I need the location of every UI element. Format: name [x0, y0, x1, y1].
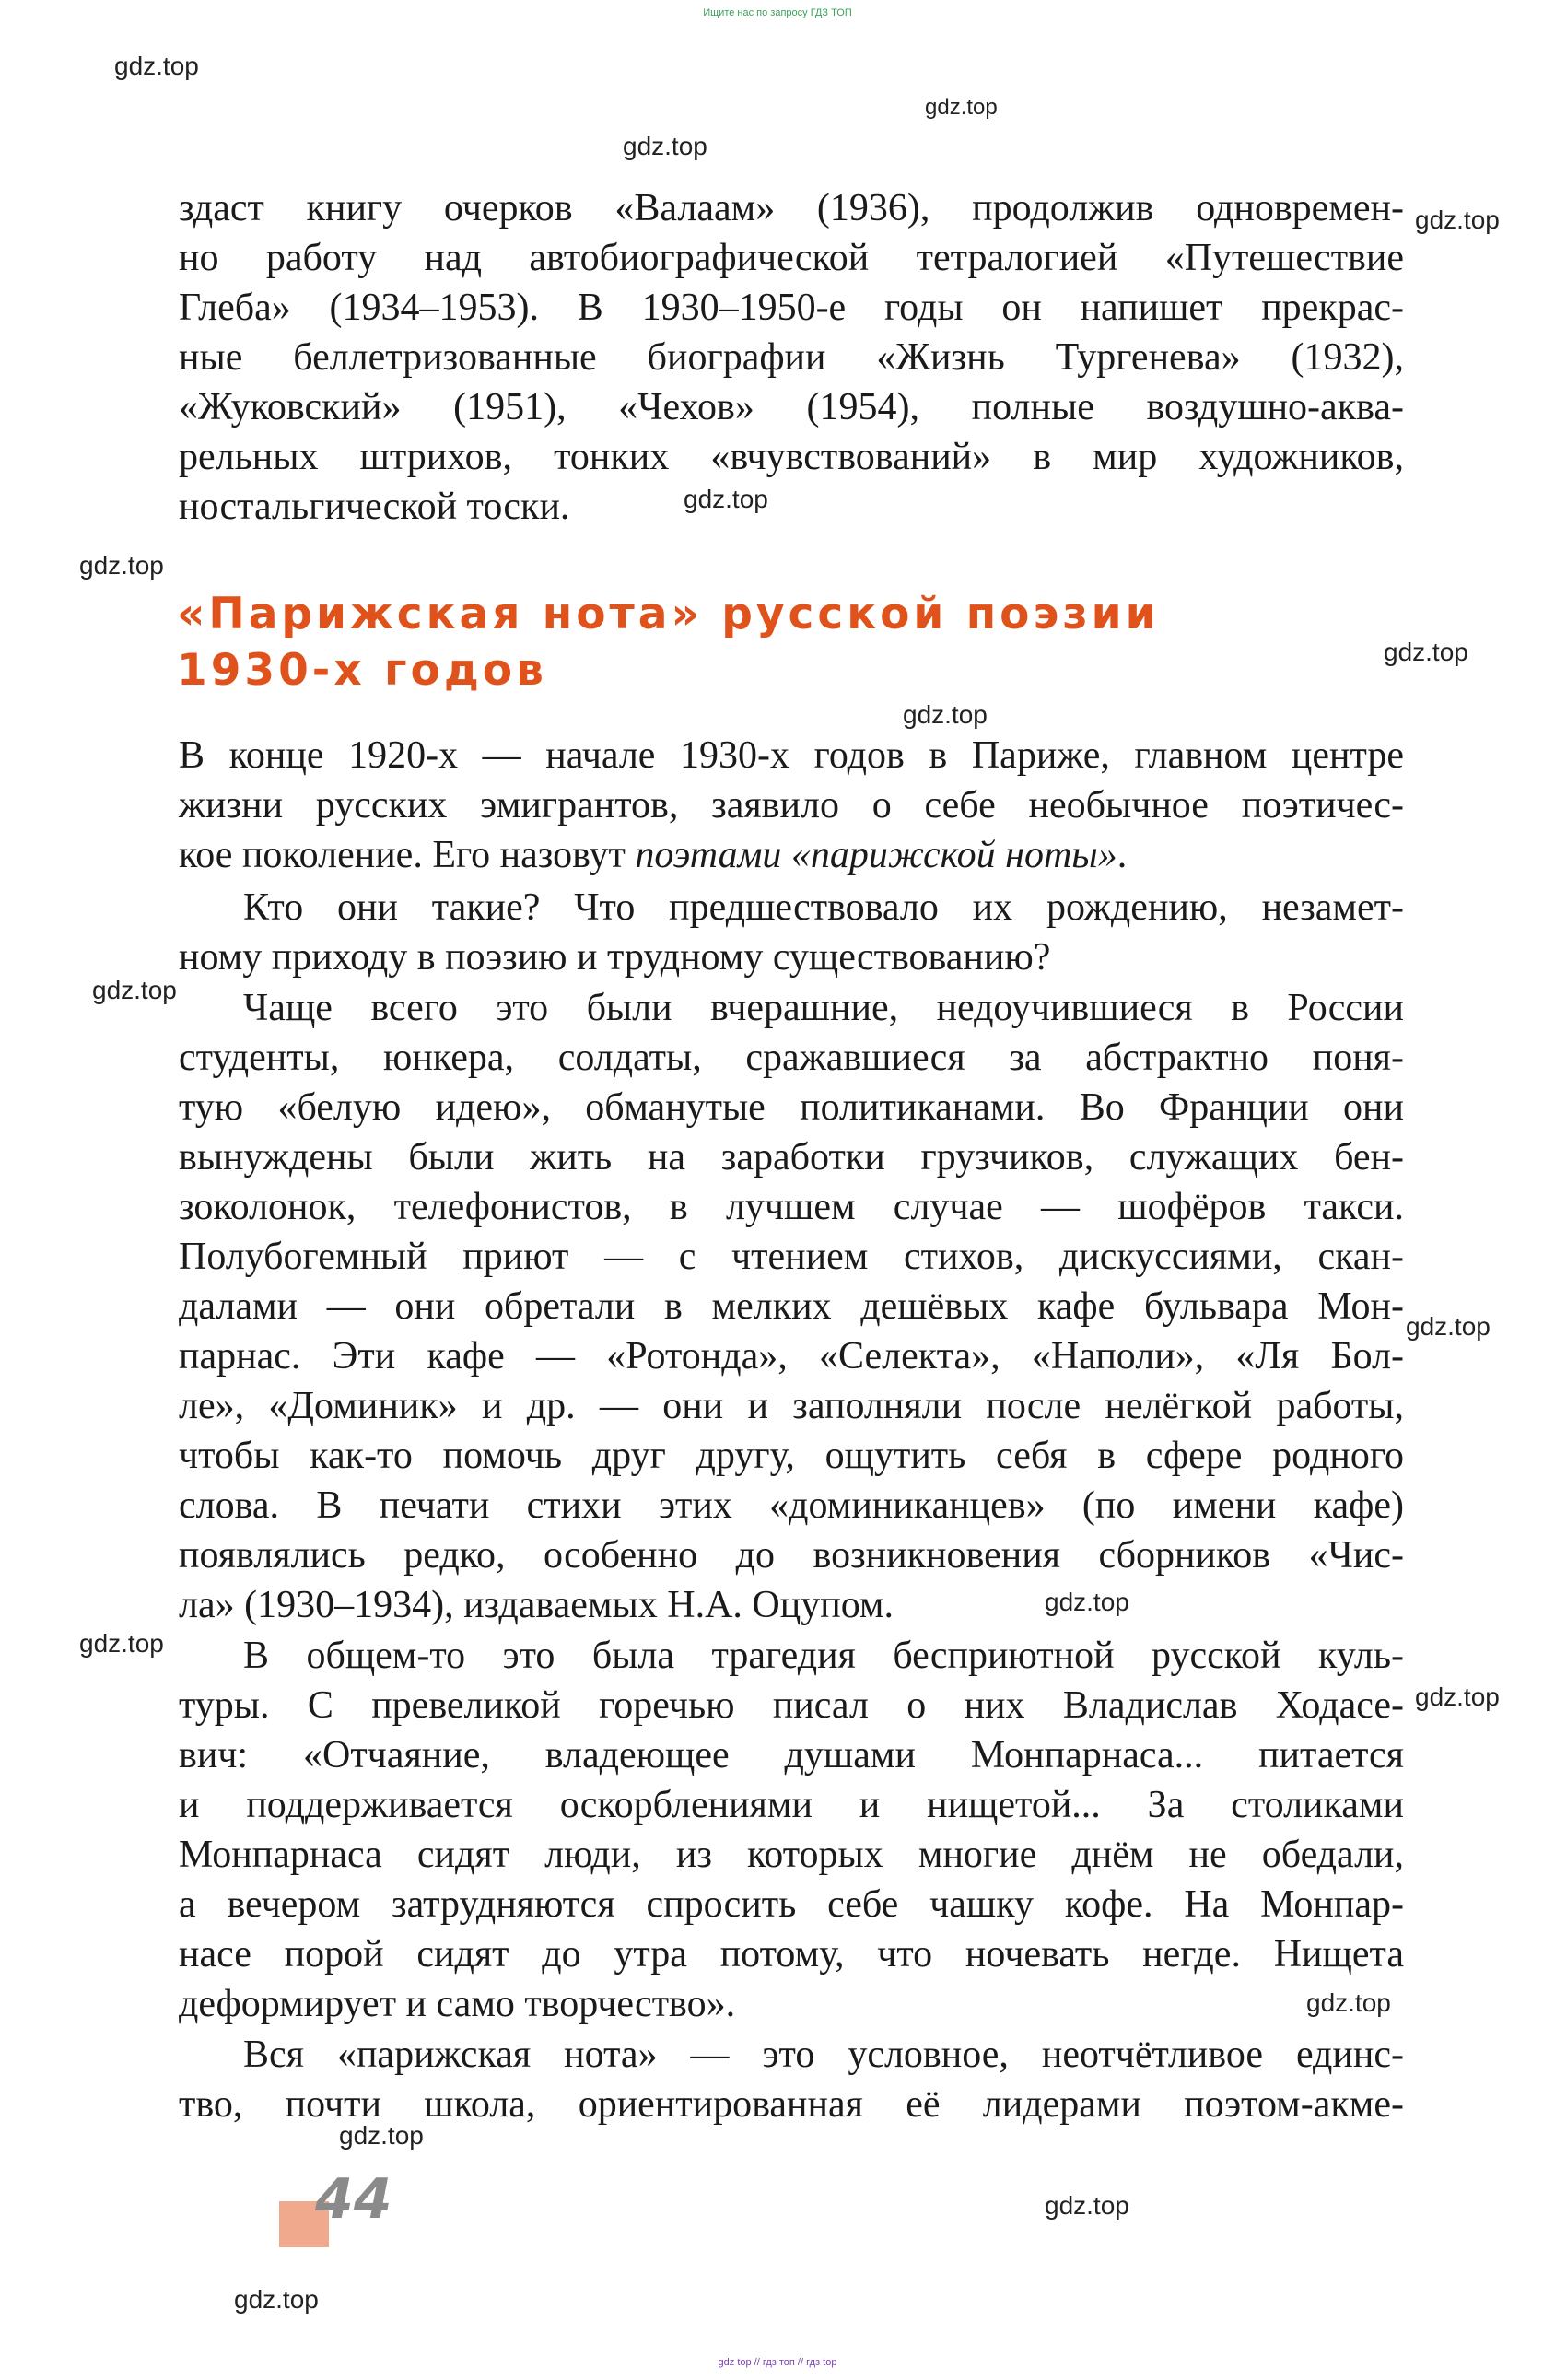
text-line: появлялись редко, особенно до возникновения сборников «Чис- [179, 1534, 1404, 1577]
text-line: В конце 1920-х — начале 1930-х годов в Париже, главном центре [179, 734, 1404, 777]
watermark: gdz.top [1415, 205, 1500, 234]
watermark: gdz.top [92, 976, 177, 1004]
text-line: чтобы как-то помочь друг другу, ощутить себя в сфере родного [179, 1435, 1404, 1477]
text-line: «Жуковский» (1951), «Чехов» (1954), полные воздушно-аква- [179, 386, 1404, 428]
text-line: деформирует и само творчество». [179, 1983, 736, 2025]
footer-note: gdz top // гдз топ // гдз top [718, 2357, 837, 2368]
watermark: gdz.top [1384, 638, 1468, 666]
text-line: Кто они такие? Что предшествовало их рождению, незамет- [243, 886, 1404, 929]
text-line: ле», «Доминик» и др. — они и заполняли после нелёгкой работы, [179, 1385, 1404, 1427]
watermark: gdz.top [1045, 1588, 1129, 1616]
text-line: вынуждены были жить на заработки грузчиков, служащих бен- [179, 1136, 1404, 1178]
text-line: и поддерживается оскорблениями и нищетой... За столиками [179, 1784, 1404, 1826]
text-line: ла» (1930–1934), издаваемых Н.А. Оцупом. [179, 1584, 894, 1626]
watermark: gdz.top [114, 52, 199, 80]
text-line: далами — они обретали в мелких дешёвых кафе бульвара Мон- [179, 1285, 1404, 1328]
text-line: ностальгической тоски. [179, 486, 570, 528]
text-line: а вечером затрудняются спросить себе чашку кофе. На Монпар- [179, 1883, 1404, 1926]
watermark: gdz.top [684, 485, 768, 513]
text-span: кое поколение. Его назовут [179, 834, 636, 876]
text-line: Глеба» (1934–1953). В 1930–1950-е годы он напишет прекрас- [179, 287, 1404, 329]
text-line: жизни русских эмигрантов, заявило о себе необычное поэтичес- [179, 784, 1404, 827]
watermark: gdz.top [79, 551, 164, 580]
text-line: туры. С превеликой горечью писал о них Владислав Ходасе- [179, 1684, 1404, 1727]
watermark: gdz.top [79, 1629, 164, 1658]
text-line: слова. В печати стихи этих «доминиканцев» (по имени кафе) [179, 1484, 1404, 1527]
watermark: gdz.top [339, 2121, 424, 2150]
section-heading: «Парижская нота» русской поэзии [177, 589, 1160, 639]
text-line: вич: «Отчаяние, владеющее душами Монпарнаса... питается [179, 1734, 1404, 1776]
text-span: . [1117, 834, 1128, 876]
text-line: Полубогемный приют — с чтением стихов, дискуссиями, скан- [179, 1236, 1404, 1278]
text-line: студенты, юнкера, солдаты, сражавшиеся за абстрактно поня- [179, 1037, 1404, 1079]
text-line: насе порой сидят до утра потому, что ночевать негде. Нищета [179, 1933, 1404, 1976]
watermark: gdz.top [234, 2285, 319, 2314]
text-line: парнас. Эти кафе — «Ротонда», «Селекта», «Наполи», «Ля Бол- [179, 1335, 1404, 1378]
text-line [179, 832, 1404, 878]
watermark: gdz.top [925, 95, 998, 120]
watermark: gdz.top [623, 132, 707, 160]
text-line: ному приходу в поэзию и трудному существованию? [179, 936, 1051, 979]
text-line: ные беллетризованные биографии «Жизнь Тургенева» (1932), [179, 336, 1404, 379]
section-heading: 1930-х годов [177, 645, 547, 696]
watermark: gdz.top [903, 700, 988, 729]
text-line: здаст книгу очерков «Валаам» (1936), продолжив одновремен- [179, 187, 1404, 229]
text-line: но работу над автобиографической тетралогией «Путешествие [179, 237, 1404, 279]
text-line: Чаще всего это были вчерашние, недоучившиеся в России [243, 987, 1404, 1029]
page-number: 44 [315, 2167, 392, 2232]
header-note: Ищите нас по запросу ГДЗ ТОП [703, 7, 852, 18]
watermark: gdz.top [1406, 1312, 1491, 1341]
watermark: gdz.top [1306, 1988, 1391, 2017]
text-line: тво, почти школа, ориентированная её лидерами поэтом-акме- [179, 2083, 1404, 2126]
watermark: gdz.top [1045, 2191, 1129, 2220]
watermark: gdz.top [1415, 1682, 1500, 1711]
text-line: зоколонок, телефонистов, в лучшем случае — шофёров такси. [179, 1186, 1404, 1228]
text-line: Монпарнаса сидят люди, из которых многие днём не обедали, [179, 1834, 1404, 1876]
text-line: В общем-то это была трагедия бесприютной русской куль- [243, 1635, 1404, 1677]
text-line: рельных штрихов, тонких «вчувствований» в мир художников, [179, 436, 1404, 478]
emphasis-term: поэтами «парижской ноты» [635, 834, 1117, 876]
text-line: Вся «парижская нота» — это условное, неотчётливое единс- [243, 2034, 1404, 2076]
text-line: тую «белую идею», обманутые политиканами. Во Франции они [179, 1086, 1404, 1129]
